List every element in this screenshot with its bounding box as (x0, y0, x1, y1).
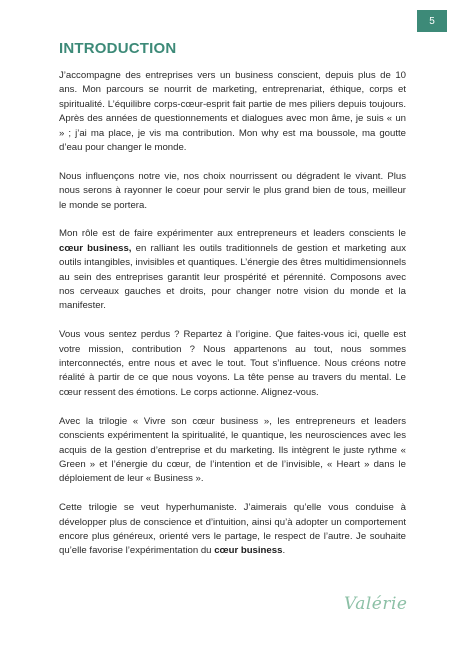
paragraph-1 (59, 69, 406, 155)
emphasis-coeur-business: cœur business (214, 545, 283, 557)
paragraph-text: . (282, 545, 286, 557)
paragraph-text: Mon rôle est de faire expérimenter aux entrepreneurs et leaders conscients le (59, 228, 406, 240)
paragraph-text: Vous vous sentez perdus ? Repartez à l’origine. Que faites-vous ici, quelle est votre mission, contribution ? Nous appartenons au tout, nous sommes interconnectés, entre nous et avec le tout. Tout s’influence. Nous créons notre réalité à partir de ce que nous voyons. La tête pense au travers du mental. Le cœur ressent des émotions. Le corps actionne. Alignez-vous. (59, 329, 406, 398)
paragraph-5 (59, 415, 406, 487)
paragraph-6 (59, 501, 406, 559)
paragraph-text: J’accompagne des entreprises vers un business conscient, depuis plus de 10 ans. Mon parcours se nourrit de marketing, entreprenariat, éthique, corps et spiritualité. L’équilibre corps-cœur-esprit fait partie de mes piliers depuis toujours. Après des années de questionnements et dialogues avec mon âme, je suis « un » ; j’ai ma place, je vis ma contribution. Mon why est ma boussole, ma goutte d’eau pour changer le monde. (59, 70, 406, 154)
page-title: INTRODUCTION (59, 40, 177, 57)
body-text (59, 69, 406, 573)
paragraph-4 (59, 328, 406, 400)
emphasis-coeur-business: cœur business, (59, 242, 132, 254)
paragraph-3 (59, 227, 406, 313)
page-number-badge: 5 (417, 10, 447, 32)
paragraph-text: Avec la trilogie « Vivre son cœur business », les entrepreneurs et leaders conscients expérimentent la spiritualité, le quantique, les neurosciences avec les acquis de la gestion d’entreprise et du marketing. Ils intègrent le juste rythme « Green » et l’énergie du cœur, de l’intention et de l’invisible, « Heart » dans le déploiement de leur « Business ». (59, 415, 406, 485)
paragraph-text: Cette trilogie se veut hyperhumaniste. J’aimerais qu’elle vous conduise à développer plus de conscience et d’intuition, ainsi qu’à adopter un comportement encore plus généreux, orienté vers le partage, le respect de l’autre. Je souhaite qu’elle favorise l’expérimentation du (59, 502, 406, 557)
paragraph-2 (59, 170, 406, 213)
handwritten-signature: Valérie (344, 594, 408, 614)
paragraph-text: en ralliant les outils traditionnels de gestion et marketing aux outils intangibles, invisibles et quantiques. L’énergie des êtres multidimensionnels au sein des entreprises garantit leur prospérité et pérennité. Composons avec nos cerveaux gauches et droits, pour changer notre vision du monde et la manifester. (59, 242, 406, 312)
paragraph-text: Nous influençons notre vie, nos choix nourrissent ou dégradent le vivant. Plus nous serons à rayonner le coeur pour servir le plus grand bien de tous, meilleur le monde se portera. (59, 170, 406, 211)
